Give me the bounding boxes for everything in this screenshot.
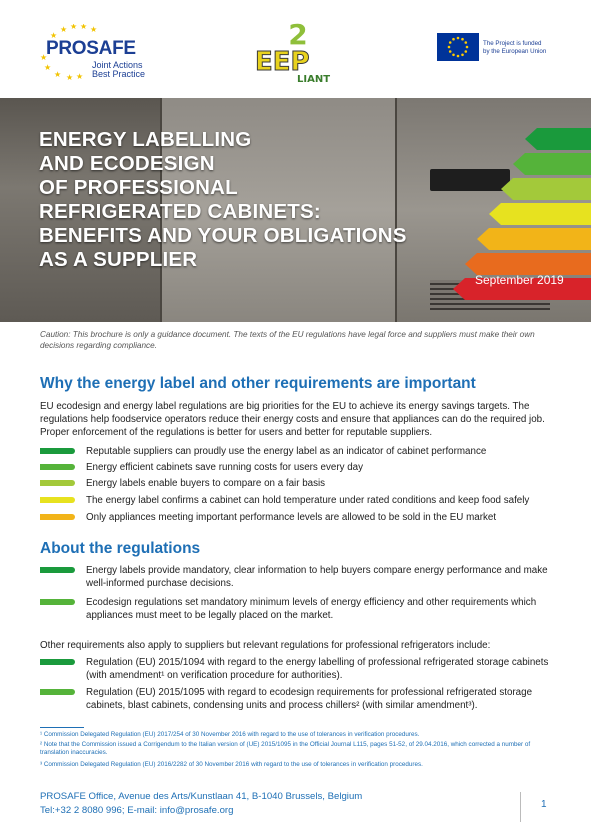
svg-text:★: ★ <box>76 72 84 80</box>
svg-text:★: ★ <box>60 25 68 34</box>
prosafe-name: PROSAFE <box>46 38 136 59</box>
title-line: AND ECODESIGN <box>39 152 215 175</box>
eu-flag-icon <box>437 33 479 61</box>
header <box>0 0 591 98</box>
list-item-text: Regulation (EU) 2015/1095 with regard to ecodesign requirements for professional refrigerated storage cabinets, blast cabinets, condensing units and process chillers² (with similar amendment³). <box>86 687 533 712</box>
prosafe-subtitle-1: Joint Actions <box>92 60 143 70</box>
footer-contact: Tel:+32 2 8080 996; E-mail: info@prosafe.org <box>40 805 234 816</box>
energy-bar-icon <box>40 567 75 573</box>
svg-text:EEP: EEP <box>255 47 310 77</box>
eepliant-logo <box>253 20 343 86</box>
page-number: 1 <box>541 799 547 810</box>
eu-funding-badge <box>437 33 557 65</box>
list-item-text: Regulation (EU) 2015/1094 with regard to the energy labelling of professional refrigerated storage cabinets (with amendment¹ on verification procedure for authorities). <box>86 657 549 682</box>
title-line: BENEFITS AND YOUR OBLIGATIONS <box>39 224 407 247</box>
energy-bar-icon <box>40 497 75 503</box>
list-item-text: Energy efficient cabinets save running costs for users every day <box>86 462 363 473</box>
brochure-title <box>39 128 407 272</box>
energy-class-bar <box>489 203 591 225</box>
hero-banner <box>0 98 591 322</box>
caution-note: Caution: This brochure is only a guidance document. The texts of the EU regulations have legal force and suppliers must make their own decisions regarding compliance. <box>40 330 535 350</box>
title-line: AS A SUPPLIER <box>39 248 198 271</box>
footnote: ² Note that the Commission issued a Corrigendum to the Italian version of (UE) 2015/1095 in the Official Journal L115, pages 51-52, of 29.04.2016, which corrected a number of translation inaccuracies. <box>40 741 531 756</box>
prosafe-logo <box>40 24 150 84</box>
title-line: OF PROFESSIONAL <box>39 176 238 199</box>
energy-class-bar <box>525 128 591 150</box>
energy-class-bar <box>477 228 591 250</box>
eu-funding-line-2: by the European Union <box>483 48 547 55</box>
eu-funding-line-1: The Project is funded <box>483 40 542 47</box>
svg-text:★: ★ <box>44 63 52 72</box>
svg-text:★: ★ <box>54 70 62 79</box>
svg-text:LIANT: LIANT <box>297 74 331 85</box>
energy-bar-icon <box>40 689 75 695</box>
list-item-text: Reputable suppliers can proudly use the energy label as an indicator of cabinet performance <box>86 446 487 457</box>
energy-bar-icon <box>40 480 75 486</box>
svg-text:★: ★ <box>66 73 74 80</box>
svg-text:★: ★ <box>90 25 98 34</box>
svg-text:★: ★ <box>70 24 78 31</box>
section-heading-regulations: About the regulations <box>40 540 201 557</box>
section-heading-importance: Why the energy label and other requirements are important <box>40 375 476 392</box>
energy-class-bar <box>501 178 591 200</box>
list-item-text: Energy labels enable buyers to compare on a fair basis <box>86 478 326 489</box>
list-item-text: Ecodesign regulations set mandatory minimum levels of energy efficiency and other requirements which appliances must meet to be legally placed on the market. <box>86 597 537 622</box>
title-line: REFRIGERATED CABINETS: <box>39 200 321 223</box>
list-item-text: Energy labels provide mandatory, clear information to help buyers compare energy performance and make well-informed purchase decisions. <box>86 565 548 590</box>
prosafe-subtitle-2: Best Practice <box>92 69 146 79</box>
footnote: ³ Commission Delegated Regulation (EU) 2016/2282 of 30 November 2016 with regard to the use of tolerances in verification procedures. <box>40 761 423 768</box>
footer-divider <box>520 792 521 822</box>
footnote-divider <box>40 727 84 728</box>
section-intro-paragraph: EU ecodesign and energy label regulations are big priorities for the EU to achieve its energy savings targets. The regulations help foodservice operators reduce their energy costs and ensure that appliances can do the required job. Proper enforcement of the regulations is better for users and better for reputable suppliers. <box>40 401 545 439</box>
list-item-text: The energy label confirms a cabinet can hold temperature under rated conditions and keep food safely <box>86 495 530 506</box>
other-requirements-intro: Other requirements also apply to suppliers but relevant regulations for professional refrigerators include: <box>40 640 491 651</box>
footer-address: PROSAFE Office, Avenue des Arts/Kunstlaan 41, B-1040 Brussels, Belgium <box>40 791 363 802</box>
energy-bar-icon <box>40 514 75 520</box>
energy-bar-icon <box>40 659 75 665</box>
svg-text:★: ★ <box>50 31 58 40</box>
energy-class-bar <box>513 153 591 175</box>
svg-text:★: ★ <box>40 53 48 62</box>
energy-bar-icon <box>40 448 75 454</box>
energy-bar-icon <box>40 599 75 605</box>
title-line: ENERGY LABELLING <box>39 128 252 151</box>
svg-text:★: ★ <box>80 24 88 31</box>
energy-bar-icon <box>40 464 75 470</box>
list-item-text: Only appliances meeting important performance levels are allowed to be sold in the EU market <box>86 512 497 523</box>
publication-date: September 2019 <box>475 273 564 287</box>
energy-class-bar <box>465 253 591 275</box>
svg-text:2: 2 <box>288 20 308 51</box>
footnote: ¹ Commission Delegated Regulation (EU) 2017/254 of 30 November 2016 with regard to the use of tolerances in verification procedures. <box>40 731 420 738</box>
